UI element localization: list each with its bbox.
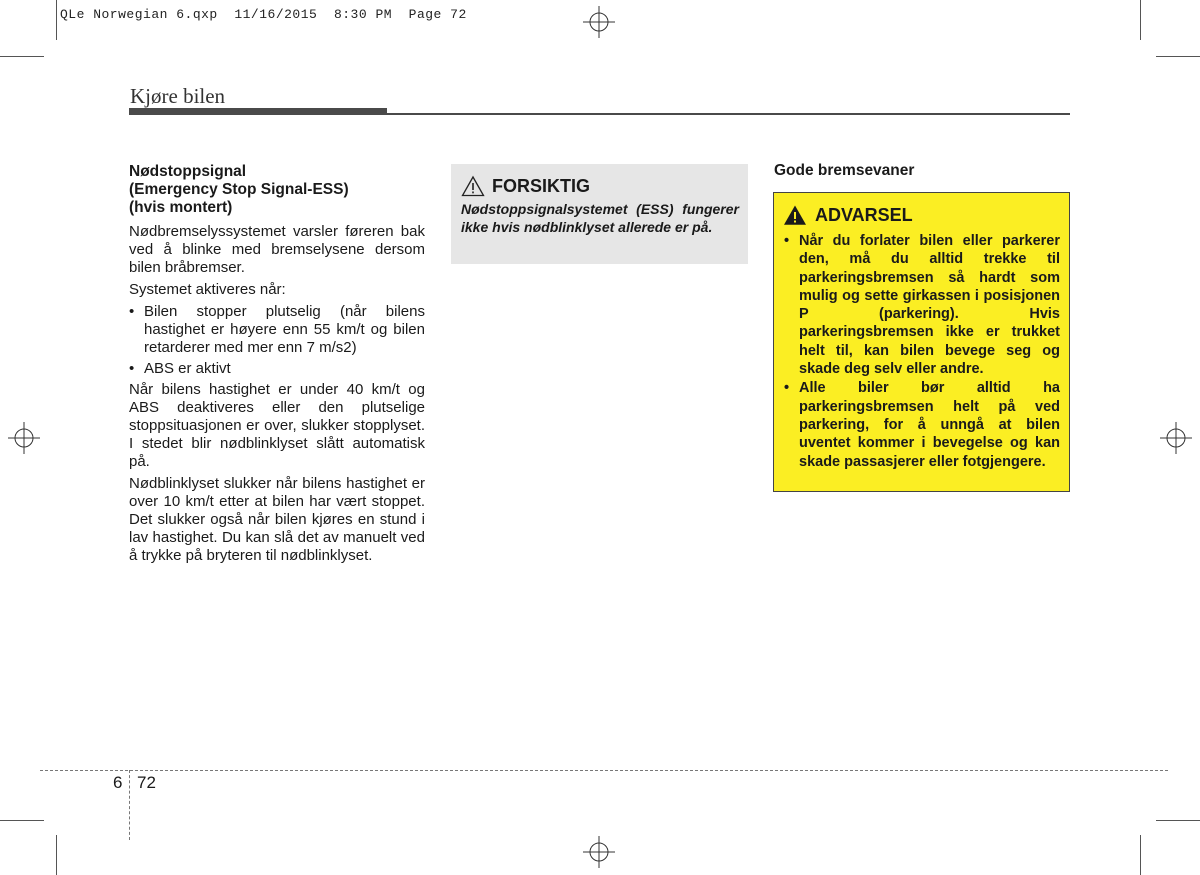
warning-header <box>783 204 1060 226</box>
paragraph: Når bilens hastighet er under 40 km/t og ABS deaktiveres eller den plutselige stoppsituasjonen er over, slukker stopplyset. I stedet blir nødblinklyset slått automatisk på. <box>129 381 425 470</box>
chapter-number: 6 <box>113 773 123 792</box>
warning-triangle-outline-icon <box>461 175 485 197</box>
paragraph: Nødblinklyset slukker når bilens hastighet er over 10 km/t etter at bilen har vært stoppet. Det slukker også når bilen kjøres en stund i lav hastighet. Du kan slå det av manuelt ved å trykke på bryteren til nødblinklyset. <box>129 475 425 564</box>
chapter-title: Kjøre bilen <box>130 84 226 108</box>
section-heading <box>129 163 425 217</box>
ess-section <box>129 163 425 569</box>
heading-line: Nødstoppsignal <box>129 163 247 180</box>
caution-box <box>451 164 748 264</box>
warning-box <box>773 192 1070 492</box>
heading-line: (hvis montert) <box>129 199 233 216</box>
registration-mark-icon <box>583 6 615 38</box>
page-number-value: 72 <box>137 773 156 792</box>
section-heading: Gode bremsevaner <box>774 162 915 179</box>
caution-header <box>461 175 739 197</box>
list-item: • ABS er aktivt <box>129 360 425 378</box>
warning-list <box>783 232 1060 471</box>
warning-triangle-filled-icon <box>783 204 807 226</box>
footer-divider <box>129 770 130 840</box>
footer-rule <box>40 770 1168 771</box>
print-slug: QLe Norwegian 6.qxp 11/16/2015 8:30 PM Page 72 <box>60 7 467 22</box>
crop-mark-bottom-left-v <box>56 835 57 875</box>
crop-mark-top-left-v <box>56 0 57 40</box>
list-item: • Bilen stopper plutselig (når bilens hastighet er høyere enn 55 km/t og bilen retarderer med mer enn 7 m/s2) <box>129 303 425 357</box>
crop-mark-bottom-right-h <box>1156 820 1200 821</box>
header-rule-thick <box>129 108 387 115</box>
condition-list <box>129 303 425 378</box>
crop-mark-top-right-h <box>1156 56 1200 57</box>
crop-mark-top-left-h <box>0 56 44 57</box>
header-rule-thin <box>387 113 1070 115</box>
registration-mark-icon <box>1160 422 1192 454</box>
registration-mark-icon <box>8 422 40 454</box>
registration-mark-icon <box>583 836 615 868</box>
warning-title: ADVARSEL <box>815 204 913 225</box>
heading-line: (Emergency Stop Signal-ESS) <box>129 181 349 198</box>
caution-title: FORSIKTIG <box>492 175 590 196</box>
crop-mark-bottom-left-h <box>0 820 44 821</box>
intro-paragraph: Nødbremselyssystemet varsler føreren bak ved å blinke med bremselysene dersom bilen bråbremser. <box>129 223 425 276</box>
list-item: • Alle biler bør alltid ha parkeringsbremsen helt på ved parkering, for å unngå at bilen uventet kommer i bevegelse og kan skade passasjerer eller fotgjengere. <box>783 379 1060 470</box>
activation-label: Systemet aktiveres når: <box>129 281 286 298</box>
crop-mark-top-right-v <box>1140 0 1141 40</box>
crop-mark-bottom-right-v <box>1140 835 1141 875</box>
list-item: • Når du forlater bilen eller parkerer den, må du alltid trekke til parkeringsbremsen så hardt som mulig og sette girkassen i posisjonen P (parkering). Hvis parkeringsbremsen ikke er trukket helt til, kan bilen bevege seg og skade deg selv eller andre. <box>783 232 1060 378</box>
caution-text: Nødstoppsignalsystemet (ESS) fungerer ikke hvis nødblinklyset allerede er på. <box>461 201 739 235</box>
